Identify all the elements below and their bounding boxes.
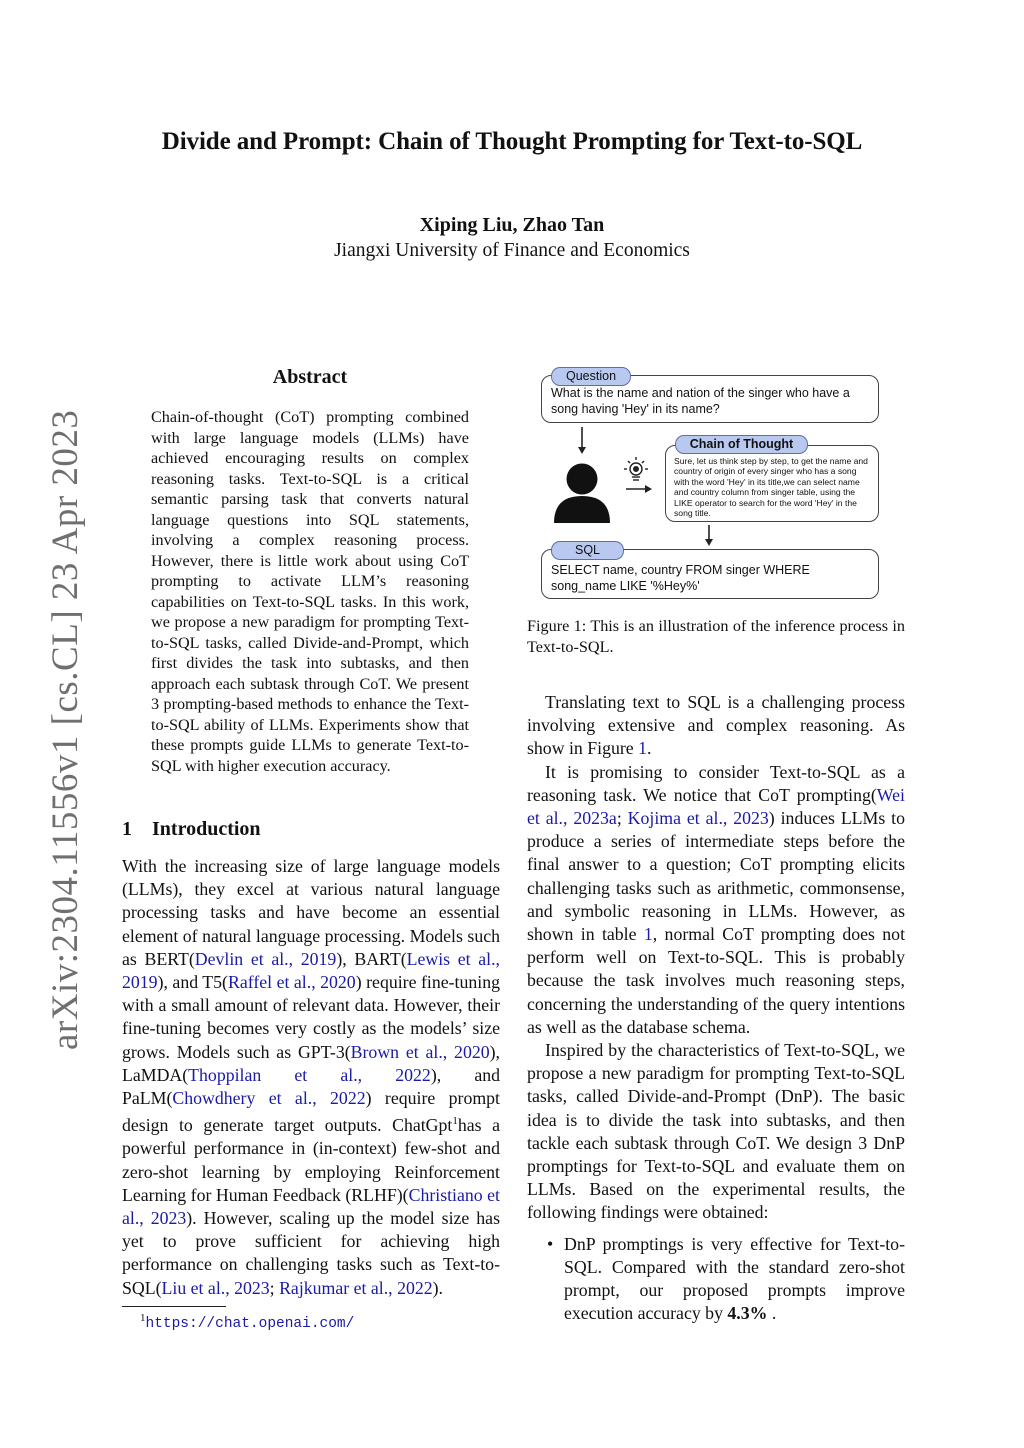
user-icon: [554, 464, 610, 524]
citation-link[interactable]: Kojima et al., 2023: [627, 808, 769, 829]
body-paragraph: Translating text to SQL is a challenging process involving extensive and complex reasoning. As show in Figure 1.: [527, 692, 905, 759]
citation-link[interactable]: Rajkumar et al., 2022: [279, 1277, 433, 1298]
footnote-marker[interactable]: 1: [452, 1115, 458, 1128]
footnote-divider: [122, 1306, 226, 1307]
citation-link[interactable]: Thoppilan et al., 2022: [188, 1064, 431, 1085]
bullet-icon: •: [547, 1233, 554, 1254]
intro-right-column: [527, 691, 905, 1325]
question-label: Question: [551, 367, 631, 386]
author-affiliation: Jiangxi University of Finance and Economics: [334, 240, 690, 261]
findings-list: [527, 1233, 905, 1326]
abstract-heading: Abstract: [272, 366, 348, 388]
paper-title: Divide and Prompt: Chain of Thought Prompting for Text-to-SQL: [161, 128, 863, 155]
list-item: • DnP promptings is very effective for Text-to-SQL. Compared with the standard zero-shot prompt, our proposed prompts improve execution accuracy by 4.3% .: [547, 1233, 905, 1324]
section-heading: [122, 818, 261, 841]
citation-link[interactable]: Liu et al., 2023: [161, 1277, 270, 1298]
section-title: Introduction: [152, 818, 261, 840]
intro-paragraph: With the increasing size of large language models (LLMs), they excel at various natural language processing tasks and have become an essential element of natural language processing. Models such as BERT(Devlin et al., 2019), BART(Lewis et al., 2019), and T5(Raffel et al., 2020) require fine-tuning with a small amount of relevant data. However, their fine-tuning becomes very costly as the models’ size grows. Models such as GPT-3(Brown et al., 2020), LaMDA(Thoppilan et al., 2022), and PaLM(Chowdhery et al., 2022) require prompt design to generate target outputs. ChatGpt$^1$has a powerful performance in (in-context) few-shot and zero-shot learning by employing Reinforcement Learning for Human Feedback (RLHF)(Christiano et al., 2023). However, scaling up the model size has yet to prove sufficient for achieving high performance on challenging tasks such as Text-to-SQL(Liu et al., 2023; Rajkumar et al., 2022).: [122, 856, 501, 1298]
chain-of-thought-box: Sure, let us think step by step, to get the name and country of origin of every singer who has a song with the word 'Hey' in its title,we can select name and country column from singer table, using the LIKE operator to search for the word 'Hey' in the song title.: [665, 445, 879, 522]
arxiv-stamp: arXiv:2304.11556v1 [cs.CL] 23 Apr 2023: [45, 409, 86, 1050]
figure-caption: Figure 1: This is an illustration of the inference process in Text-to-SQL.: [527, 617, 905, 656]
footnote-url-link[interactable]: https://chat.openai.com/: [145, 1316, 355, 1332]
arrow-down-icon-head: [705, 539, 713, 546]
footnote: $^1$https://chat.openai.com/: [140, 1312, 355, 1332]
abstract-text: Chain-of-thought (CoT) prompting combined with large language models (LLMs) have achieved encouraging results on complex reasoning tasks. Text-to-SQL is a critical semantic parsing task that converts natural language questions into SQL statements, involving a complex reasoning process. However, there is little work about using CoT prompting to activate LLM’s reasoning capabilities on Text-to-SQL tasks. In this work, we propose a new paradigm for prompting Text-to-SQL tasks, called Divide-and-Prompt, which first divides the task into subtasks, and then approach each subtask through CoT. We present 3 prompting-based methods to enhance the Text-to-SQL ability of LLMs. Experiments show that these prompts guide LLMs to generate Text-to-SQL with higher execution accuracy.: [151, 408, 469, 775]
chain-of-thought-label: Chain of Thought: [675, 435, 808, 454]
section-number: 1: [122, 818, 132, 840]
citation-link[interactable]: Christiano et al., 2023: [122, 1184, 500, 1228]
lightbulb-icon: [624, 457, 648, 480]
arrow-right-icon-head: [645, 485, 652, 493]
citation-link[interactable]: Brown et al., 2020: [350, 1041, 490, 1062]
sql-box: SELECT name, country FROM singer WHERE song_name LIKE '%Hey%': [541, 549, 879, 599]
citation-link[interactable]: Wei et al., 2023a: [527, 784, 905, 829]
arrow-down-icon-head: [578, 447, 586, 454]
table-reference-link[interactable]: 1: [643, 924, 653, 945]
citation-link[interactable]: Chowdhery et al., 2022: [172, 1088, 366, 1109]
body-paragraph: It is promising to consider Text-to-SQL as a reasoning task. We notice that CoT prompting(Wei et al., 2023a; Kojima et al., 2023) induces LLMs to produce a series of intermediate steps before the final answer to a question; CoT prompting elicits challenging tasks such as arithmetic, commonsense, and symbolic reasoning in LLMs. However, as shown in table 1, normal CoT prompting does not perform well on Text-to-SQL. This is probably because the task involves much reasoning steps, concerning the understanding of the query intentions as well as the database schema.: [527, 761, 906, 1037]
citation-link[interactable]: Raffel et al., 2020: [227, 972, 356, 993]
author-names: Xiping Liu, Zhao Tan: [419, 214, 605, 236]
citation-link[interactable]: Devlin et al., 2019: [194, 948, 337, 969]
figure-1: [540, 365, 880, 605]
body-paragraph: Inspired by the characteristics of Text-to-SQL, we propose a new paradigm for prompting Text-to-SQL tasks, called Divide-and-Prompt (DnP). The basic idea is to divide the task into subtasks, and then tackle each subtask through CoT. We design 3 DnP promptings for Text-to-SQL and evaluate them on LLMs. Based on the experimental results, the following findings were obtained:: [527, 1040, 905, 1223]
citation-link[interactable]: Lewis et al., 2019: [122, 948, 500, 993]
figure-reference-link[interactable]: 1: [638, 738, 648, 759]
question-box: What is the name and nation of the singer who have a song having 'Hey' in its name?: [541, 375, 879, 423]
sql-label: SQL: [551, 541, 624, 560]
intro-left-column: [122, 855, 500, 1300]
accuracy-value: 4.3%: [727, 1303, 768, 1324]
